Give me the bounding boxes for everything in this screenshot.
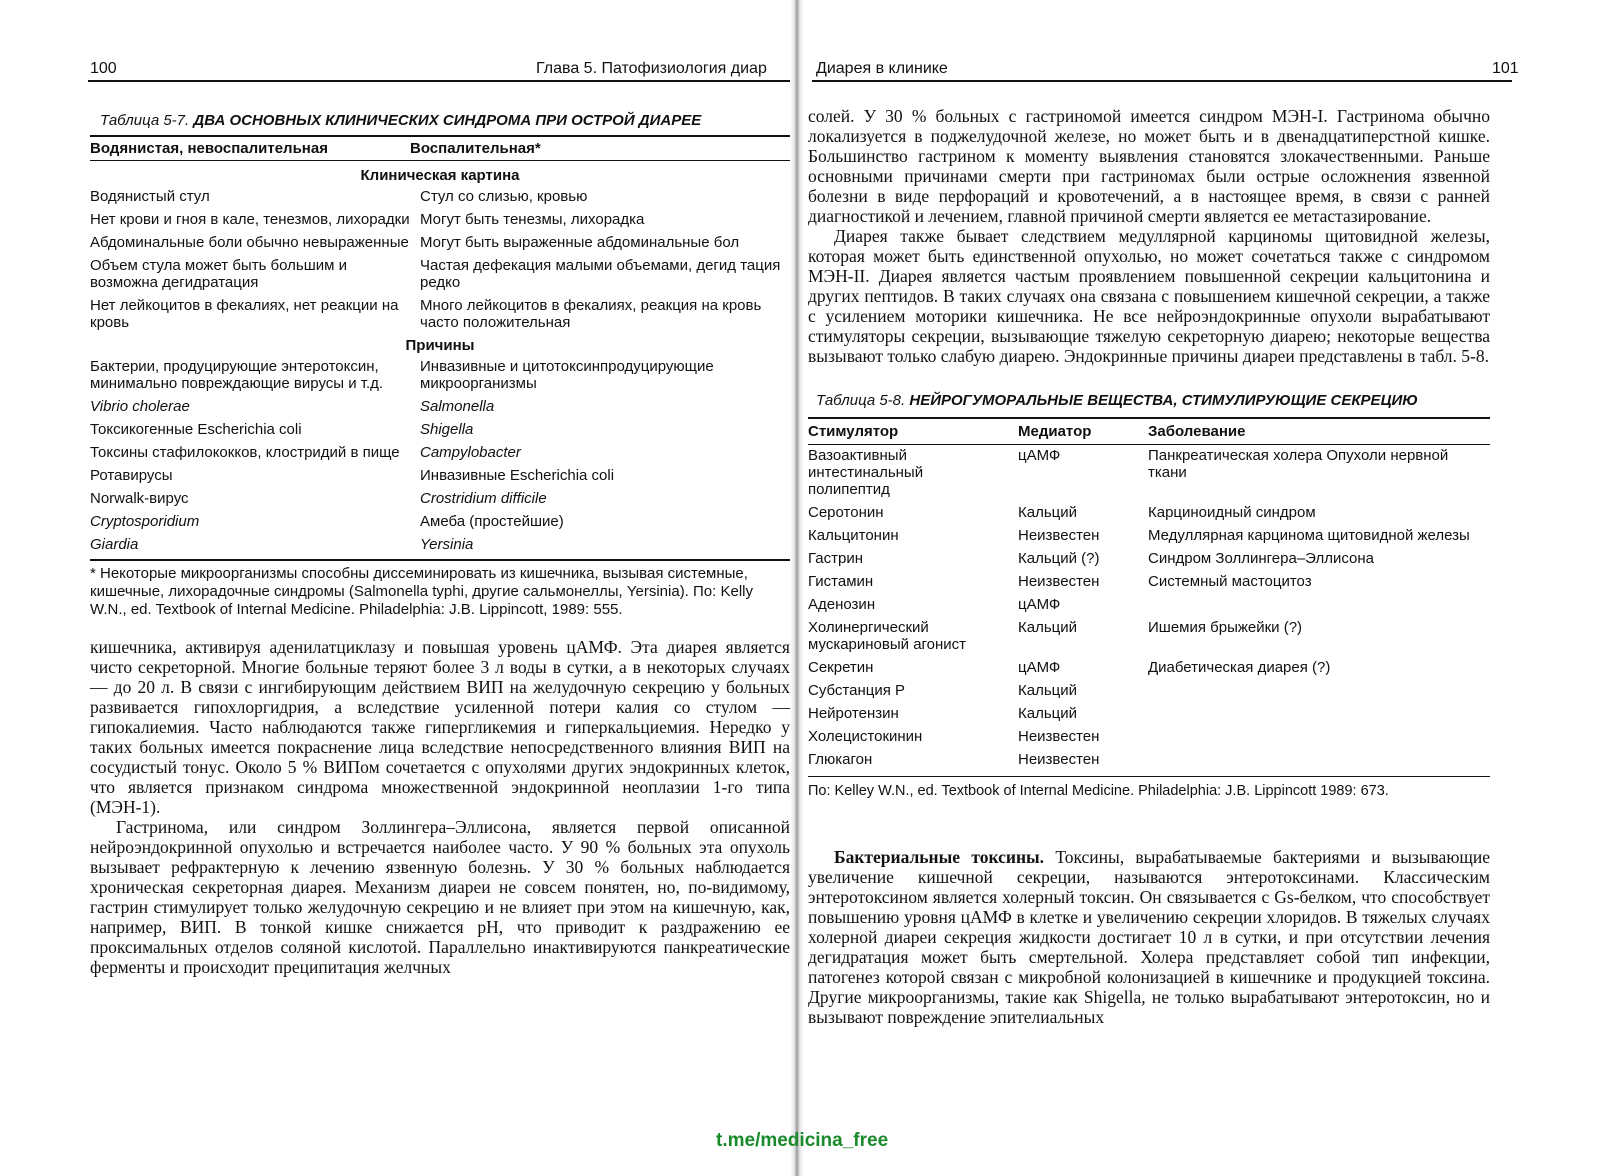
cell: Синдром Золлингера–Эллисона: [1148, 550, 1374, 567]
cell: Кальций: [1018, 705, 1077, 722]
table-row: [90, 536, 790, 553]
table-row: [90, 444, 790, 461]
right-header-rule: [812, 80, 1512, 82]
cell: Инвазивные Escherichia coli: [420, 467, 615, 484]
cell: Yersinia: [420, 536, 474, 553]
col-header-inflammatory: Воспалительная*: [410, 140, 541, 157]
table-row: [90, 188, 790, 205]
cell: Кальций (?): [1018, 550, 1100, 567]
table-row: [90, 234, 790, 251]
cell: Norwalk-вирус: [90, 490, 189, 507]
table-row: [808, 445, 1490, 503]
paragraph: Диарея также бывает следствием медуллярной карциномы щитовидной железы, которая может быть единственной опухолью, но может сочетаться также с синдромом МЭН-II. Диарея является частым проявлением повышенной секреции кальцитонина и других пептидов. В таких случаях она связана с повышением кишечной секреции, а также с усилением моторики кишечника. Не все нейроэндокринные опухоли вырабатывают стимуляторы секреции, вызывающие тяжелую секреторную диарею; некоторые вещества вызывают только слабую диарею. Эндокринные причины диареи представлены в табл. 5-8.: [808, 226, 1490, 366]
table-5-8: [808, 417, 1490, 772]
cell: Неизвестен: [1018, 573, 1100, 590]
col-header-disease: Заболевание: [1148, 418, 1490, 445]
cell: Глюкагон: [808, 751, 873, 768]
cell: Shigella: [420, 421, 474, 438]
cell: Водянистый стул: [90, 188, 210, 205]
table-5-7-title: ДВА ОСНОВНЫХ КЛИНИЧЕСКИХ СИНДРОМА ПРИ ОСТРОЙ ДИАРЕЕ: [193, 112, 702, 129]
paragraph: кишечника, активируя аденилатциклазу и повышая уровень цАМФ. Эта диарея является чисто секреторной. Многие больные теряют более 3 л воды в сутки, а в некоторых случаях — до 20 л. В связи с ингибирующим действием ВИП на желудочную секрецию у больных развивается гипохлоргидрия, а вследствие усиленной потери калия со стулом — гипокалиемия. Часто наблюдаются также гипергликемия и гиперкальциемия. Нередко у таких больных имеется покраснение лица вследствие непосредственного влияния ВИП на сосудистый тонус. Около 5 % ВИПом сочетается с опухолями других эндокринных клеток, что является признаком синдрома множественной эндокринной неоплазии 1-го типа (МЭН-1).: [90, 637, 790, 817]
cell: Объем стула может быть большим и возможна дегидратация: [90, 257, 347, 291]
cell: Карциноидный синдром: [1148, 504, 1316, 521]
cell: цАМФ: [1018, 447, 1061, 464]
cell: Медуллярная карцинома щитовидной железы: [1148, 527, 1470, 544]
table-5-7-header: [90, 135, 790, 161]
cell: Вазоактивный интестинальный полипептид: [808, 447, 924, 498]
table-5-8-caption: [816, 392, 1490, 409]
table-row: [90, 398, 790, 415]
table-row: [808, 502, 1490, 525]
table-row: [808, 726, 1490, 749]
cell: Токсины стафилококков, клостридий в пище: [90, 444, 400, 461]
cell: [1148, 594, 1490, 617]
table-row: [808, 594, 1490, 617]
cell: Crostridium difficile: [420, 490, 547, 507]
table-row: [90, 467, 790, 484]
table-5-8-title: НЕЙРОГУМОРАЛЬНЫЕ ВЕЩЕСТВА, СТИМУЛИРУЮЩИЕ СЕКРЕЦИЮ: [909, 392, 1418, 409]
table-row: [90, 421, 790, 438]
table-row: [808, 548, 1490, 571]
cell: цАМФ: [1018, 596, 1061, 613]
cell: Могут быть тенезмы, лихорадка: [420, 211, 645, 228]
cell: Кальцитонин: [808, 527, 899, 544]
cell: Ишемия брыжейки (?): [1148, 619, 1303, 636]
table-row: [808, 525, 1490, 548]
left-header-rule: [88, 80, 790, 82]
left-body-text: [90, 637, 790, 977]
right-page-number: 101: [1492, 60, 1519, 77]
left-running-head: Глава 5. Патофизиология диар: [536, 60, 767, 77]
table-header-row: [808, 418, 1490, 445]
cell: Vibrio cholerae: [90, 398, 190, 415]
book-spine: [790, 0, 804, 1176]
cell: [1148, 749, 1490, 772]
table-row: [808, 703, 1490, 726]
cell: Кальций: [1018, 619, 1077, 636]
right-page: [808, 106, 1490, 1027]
cell: [1148, 726, 1490, 749]
cell: Могут быть выраженные абдоминальные бол: [420, 234, 740, 251]
cell: Серотонин: [808, 504, 884, 521]
toxins-text: Токсины, вырабатываемые бактериями и вызывающие увеличение кишечной секреции, называются энтеротоксинами. Классическим энтеротоксином является холерный токсин. Он связывается с Gs-белком, что способствует повышению уровня цАМФ в клетке и увеличению секреции хлоридов. В тяжелых случаях холерной диареи секреция жидкости достигает 10 л в сутки, и при отсутствии лечения дегидратация может быть смертельной. Холера представляет собой тип инфекции, патогенез которой связан с микробной колонизацией в кишечнике и продукцией токсина. Другие микроорганизмы, такие как Shigella, не только вырабатывают энтеротоксин, но и вызывают повреждение эпителиальных: [808, 847, 1490, 1027]
cell: Субстанция Р: [808, 682, 906, 699]
left-page: [90, 100, 790, 977]
watermark-link[interactable]: t.me/medicina_free: [716, 1130, 889, 1151]
cell: Системный мастоцитоз: [1148, 573, 1312, 590]
col-header-stimulator: Стимулятор: [808, 418, 1018, 445]
cell: Частая дефекация малыми объемами, дегид тация редко: [420, 257, 781, 291]
table-row: [808, 571, 1490, 594]
table-row: [90, 211, 790, 228]
cell: Giardia: [90, 536, 139, 553]
cell: Кальций: [1018, 504, 1077, 521]
table-row: [90, 257, 790, 291]
table-row: [808, 617, 1490, 657]
cell: Аденозин: [808, 596, 876, 613]
table-row: [808, 680, 1490, 703]
cell: [1148, 680, 1490, 703]
right-running-head: Диарея в клинике: [816, 60, 948, 77]
col-header-mediator: Медиатор: [1018, 418, 1148, 445]
cell: Амеба (простейшие): [420, 513, 564, 530]
table-row: [90, 490, 790, 507]
cell: Бактерии, продуцирующие энтеротоксин, минимально повреждающие вирусы и т.д.: [90, 358, 384, 392]
table-row: [808, 657, 1490, 680]
table-row: [90, 358, 790, 392]
cell: Campylobacter: [420, 444, 521, 461]
right-intro-text: [808, 106, 1490, 366]
cell: Ротавирусы: [90, 467, 173, 484]
left-page-number: 100: [90, 60, 117, 77]
cell: Диабетическая диарея (?): [1148, 659, 1331, 676]
cell: Неизвестен: [1018, 527, 1100, 544]
cell: Абдоминальные боли обычно невыраженные: [90, 234, 409, 251]
paragraph: Гастринома, или синдром Золлингера–Эллисона, является первой описанной нейроэндокринной опухолью и встречается наиболее часто. У 90 % больных эта опухоль вызывает рефрактерную к лечению язвенную болезнь. У 30 % больных наблюдается хроническая секреторная диарея. Механизм диареи не совсем понятен, но, по-видимому, гастрин стимулирует только желудочную секрецию и не влияет при этом на кишечную, как, например, ВИП. В тонкой кишке снижается pH, что приводит к раздражению ее проксимальных отделов соляной кислотой. Параллельно инактивируются панкреатические ферменты и происходит преципитация желчных: [90, 817, 790, 977]
toxins-section: [808, 847, 1490, 1027]
toxins-heading: Бактериальные токсины.: [834, 847, 1045, 867]
cell: Неизвестен: [1018, 751, 1100, 768]
cell: Секретин: [808, 659, 874, 676]
cell: Инвазивные и цитотоксинпродуцирующие микроорганизмы: [420, 358, 714, 392]
section-clinical: Клиническая картина: [360, 167, 520, 184]
cell: Гистамин: [808, 573, 874, 590]
cell: Нейротензин: [808, 705, 899, 722]
cell: [1148, 703, 1490, 726]
cell: Кальций: [1018, 682, 1077, 699]
table-row: [808, 749, 1490, 772]
cell: Cryptosporidium: [90, 513, 200, 530]
cell: цАМФ: [1018, 659, 1061, 676]
cell: Нет лейкоцитов в фекалиях, нет реакции на кровь: [90, 297, 399, 331]
table-5-7-caption: [100, 112, 790, 129]
cell: Токсикогенные Escherichia coli: [90, 421, 302, 438]
cell: Холинергический мускариновый агонист: [808, 619, 967, 653]
section-causes: Причины: [405, 337, 475, 354]
cell: Salmonella: [420, 398, 495, 415]
table-5-8-prefix: Таблица 5-8.: [816, 392, 906, 409]
cell: Панкреатическая холера Опухоли нервной ткани: [1148, 447, 1449, 481]
table-5-7-prefix: Таблица 5-7.: [100, 112, 190, 129]
cell: Неизвестен: [1018, 728, 1100, 745]
cell: Стул со слизью, кровью: [420, 188, 588, 205]
table-5-7-footnote: * Некоторые микроорганизмы способны диссеминировать из кишечника, вызывая системные, кишечные, лихорадочные синдромы (Salmonella typhi, другие сальмонеллы, Yersinia). По: Kelly W.N., ed. Textbook of Internal Medicine. Philadelphia: J.B. Lippincott, 1989: 555.: [90, 559, 790, 619]
cell: Нет крови и гноя в кале, тенезмов, лихорадки: [90, 211, 410, 228]
paragraph: солей. У 30 % больных с гастриномой имеется синдром МЭН-I. Гастринома обычно локализуется в поджелудочной железе, но может быть и в двенадцатиперстной кишке. Большинство гастрином к моменту выявления становятся злокачественными. Раньше основными причинами смерти при гастриномах были острые осложнения язвенной болезни в виде перфораций и кровотечений, а в настоящее время, в связи с ранней диагностикой и лечением, главной причиной смерти является ее метастазирование.: [808, 106, 1490, 226]
table-row: [90, 513, 790, 530]
col-header-watery: Водянистая, невоспалительная: [90, 140, 328, 157]
table-row: [90, 297, 790, 331]
cell: Гастрин: [808, 550, 863, 567]
cell: Много лейкоцитов в фекалиях, реакция на кровь часто положительная: [420, 297, 762, 331]
table-5-8-source: По: Kelley W.N., ed. Textbook of Internal Medicine. Philadelphia: J.B. Lippincott 1989: 673.: [808, 776, 1490, 799]
cell: Холецистокинин: [808, 728, 923, 745]
